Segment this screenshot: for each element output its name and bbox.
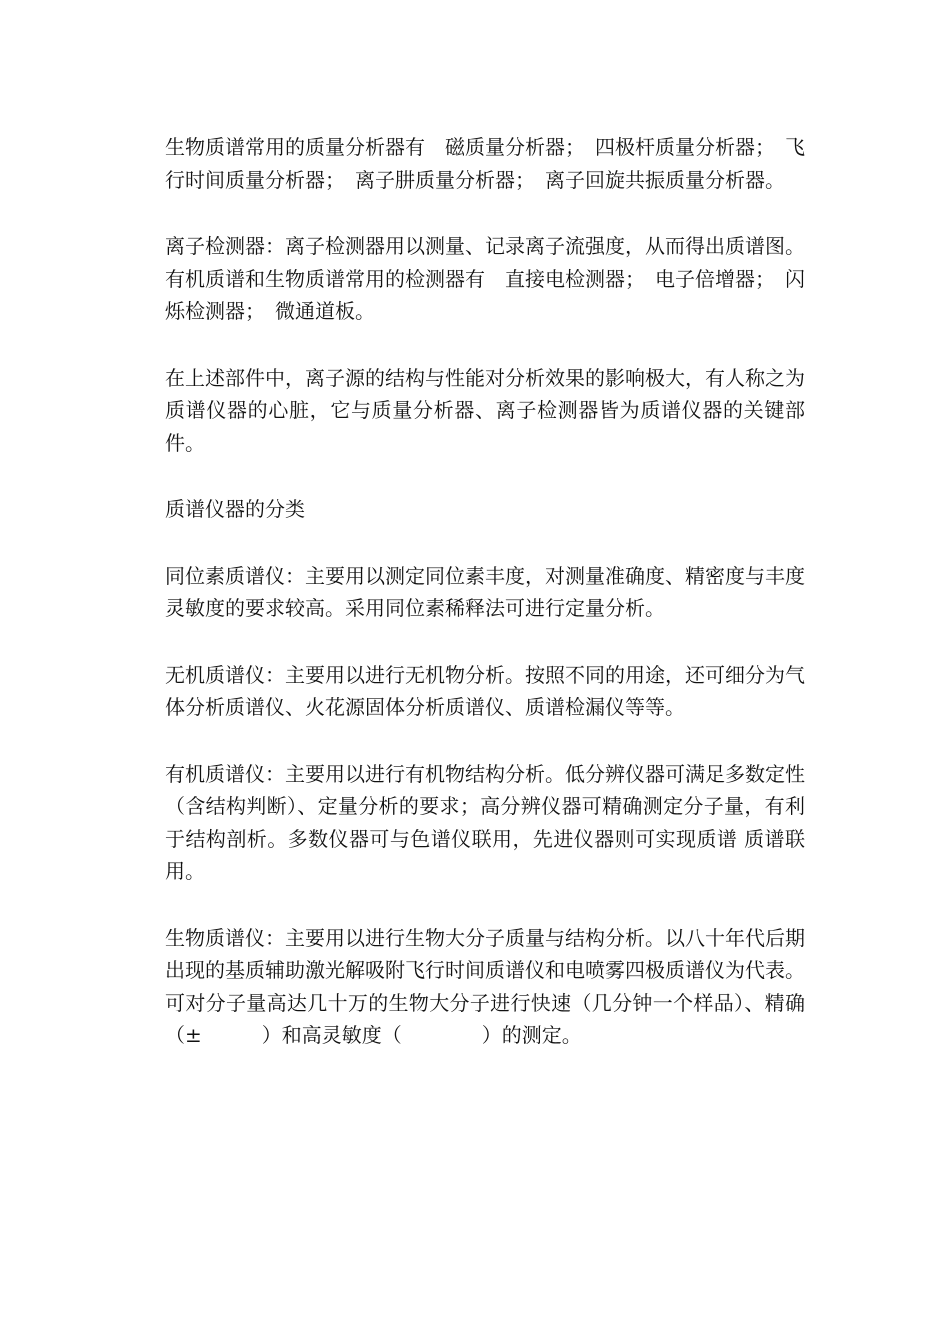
paragraph-biological-ms: 生物质谱仪：主要用以进行生物大分子质量与结构分析。以八十年代后期出现的基质辅助激光解吸附飞行时间质谱仪和电喷雾四极质谱仪为代表。可对分子量高达几十万的生物大分子进行快速（几分钟一个样品）、精确（± ）和高灵敏度（ ）的测定。	[165, 925, 805, 1047]
paragraph-key-components: 在上述部件中，离子源的结构与性能对分析效果的影响极大，有人称之为质谱仪器的心脏，它与质量分析器、离子检测器皆为质谱仪器的关键部件。	[165, 365, 805, 455]
paragraph-inorganic-ms: 无机质谱仪：主要用以进行无机物分析。按照不同的用途，还可细分为气体分析质谱仪、火花源固体分析质谱仪、质谱检漏仪等等。	[165, 662, 805, 719]
document-body	[165, 131, 805, 1086]
paragraph-organic-ms: 有机质谱仪：主要用以进行有机物结构分析。低分辨仪器可满足多数定性（含结构判断）、定量分析的要求；高分辨仪器可精确测定分子量，有利于结构剖析。多数仪器可与色谱仪联用，先进仪器则可实现质谱 质谱联用。	[165, 761, 805, 883]
section-heading-classification: 质谱仪器的分类	[165, 497, 305, 521]
paragraph-mass-analyzers: 生物质谱常用的质量分析器有 磁质量分析器； 四极杆质量分析器； 飞行时间质量分析器； 离子肼质量分析器； 离子回旋共振质量分析器。	[165, 135, 805, 192]
paragraph-isotope-ms: 同位素质谱仪：主要用以测定同位素丰度，对测量准确度、精密度与丰度灵敏度的要求较高。采用同位素稀释法可进行定量分析。	[165, 563, 805, 620]
paragraph-ion-detectors: 离子检测器：离子检测器用以测量、记录离子流强度，从而得出质谱图。有机质谱和生物质谱常用的检测器有 直接电检测器； 电子倍增器； 闪烁检测器； 微通道板。	[165, 234, 805, 323]
